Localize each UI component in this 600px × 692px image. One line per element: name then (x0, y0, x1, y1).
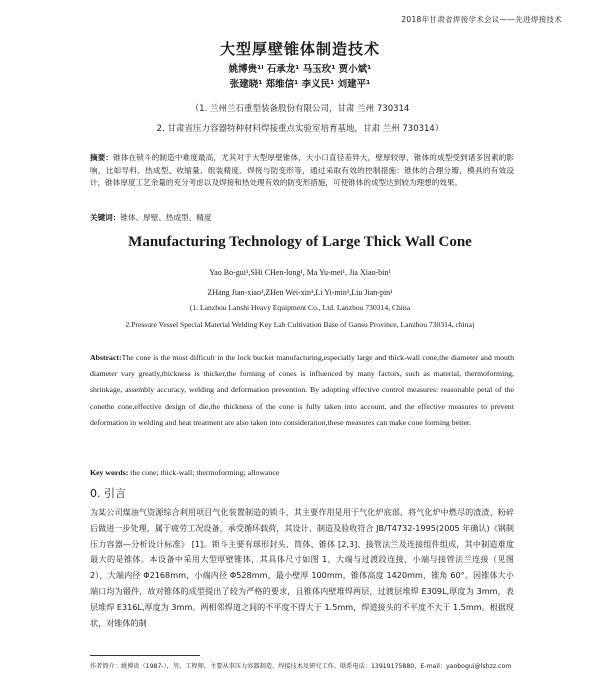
english-title: Manufacturing Technology of Large Thick Wall Cone (128, 234, 472, 250)
author-footnote: 作者简介：姚博贵（1987-），男，工程师，主要从事压力容器制造、焊接技术及研究工作。联系电话：13919175880，E-mail：yaobogui@lshzz.com (90, 663, 512, 670)
chinese-authors-line-1: 姚博贵¹ˡ 石承龙¹ 马玉玫¹ 贾小斌¹ (228, 64, 372, 75)
english-keywords-text: the cone; thick-wall; thermoforming; allowance (130, 468, 280, 477)
chinese-affiliation-1: （1. 兰州兰石重型装备股份有限公司，甘肃 兰州 730314 (190, 104, 410, 114)
chinese-affiliation-2: 2. 甘肃省压力容器特种材料焊接重点实验室培育基地，甘肃 兰州 730314） (156, 124, 444, 134)
chinese-abstract-label: 摘要： (90, 153, 114, 162)
footnote-divider (90, 655, 200, 656)
chinese-title: 大型厚壁锥体制造技术 (219, 40, 380, 58)
english-authors-line-2: ZHang Jian-xiao¹,ZHen Wei-xin¹,Li Yi-min¹,Liu Jian-pin¹ (207, 288, 393, 297)
chinese-keywords-label: 关键词： (90, 213, 121, 222)
chinese-authors (0, 62, 600, 92)
english-keywords-label: Key words: (90, 468, 129, 477)
english-authors-line-1: Yao Bo-gui¹,SHi CHen-long¹, Ma Yu-mei¹, Jia Xiao-bin¹ (209, 268, 391, 277)
english-affiliation-1: (1. Lanzhou Lanshi Heavy Equipment Co., Ltd. Lanzhou 730314, China (189, 303, 411, 312)
english-abstract (90, 350, 514, 431)
chinese-keywords (90, 212, 514, 223)
english-affiliation-2: 2.Pressure Vessel Special Material Welding Key Lab Cultivation Base of Gansu Province, Lanzhou 730314, china) (125, 320, 475, 329)
english-abstract-text: The cone is the most difficult in the lock bucket manufacturing,especially large and thick-wall cone,the diameter and mouth diameter vary greatly,thickness is thicker,the forming of cones is influenced by many factors, such as material, thermoforming, shrinkage, assembly accuracy, welding and deformation prevention. By adopting effective control measures: reasonable petal of the conethe cone,effective design of die,the thickness of the cone is fully taken into account, and the effective measures to prevent deformation in welding and heat treatment are also taken into consideration,these measures can make cone forming better. (90, 353, 514, 427)
chinese-authors-line-2: 张建晓¹ 郑维信¹ 李义民¹ 刘建平¹ (229, 79, 371, 90)
english-authors (0, 263, 600, 303)
english-abstract-label: Abstract: (90, 353, 122, 362)
chinese-abstract-text: 锥体在锁斗的制造中难度最高，尤其对于大型厚壁锥体，大小口直径差异大，壁厚较厚，锥体的成型受到诸多因素的影响，比如导料、热成型、收缩量、组装精度、焊接与防变形等，通过采取有效的控制措施：锥体的合理分瓣，模具的有效设计，锥体厚度工艺余量的充分考虑以及焊接和热处理有效的防变形措施，可使锥体的成型达到较为理想的效果。 (90, 153, 515, 188)
chinese-abstract (90, 152, 514, 190)
english-keywords (90, 468, 514, 477)
chinese-keywords-text: 锥体、厚壁、热成型、精度 (120, 213, 212, 222)
body-paragraph: 为某公司煤油气资源综合利用项目气化装置制造的锁斗，其主要作用是用于气化炉底部，将气化炉中燃尽的渣渣、粉碎后做进一步处理，属于疲劳工况设备，承受循环载荷，其设计、制造及验收符合 JB/T4732-1995(2005 年确认)《钢制压力容器—分析设计标准》 [1]。锁斗主要有球形封头、筒体、锥体 [2,3]、接管法兰及连接组件组成，其中制造难度最大的是锥体。本设备中采用大型厚壁锥体，其具体尺寸如图 1，大端与过渡段连接，小端与接管法兰连接（见图 2），大端内径 Φ2168mm，小端内径 Φ528mm，最小壁厚 100mm，锥体高度 1420mm，锥角 60°。因锥体大小端口均为锻件，故对锥体的成型提出了较为严格的要求，且锥体内壁堆焊两层，过渡层堆焊 E309L,厚度为 3mm，表层堆焊 E316L,厚度为 3mm。两相邻焊道之间的不平度不得大于 1.5mm，焊道接头的不平度不大于 1.5mm。根据现状，对锥体的制 (90, 507, 514, 628)
running-head: 2018年甘肃省焊接学术会议——先进焊接技术 (401, 15, 562, 24)
section-heading-introduction: 0. 引言 (90, 487, 126, 500)
